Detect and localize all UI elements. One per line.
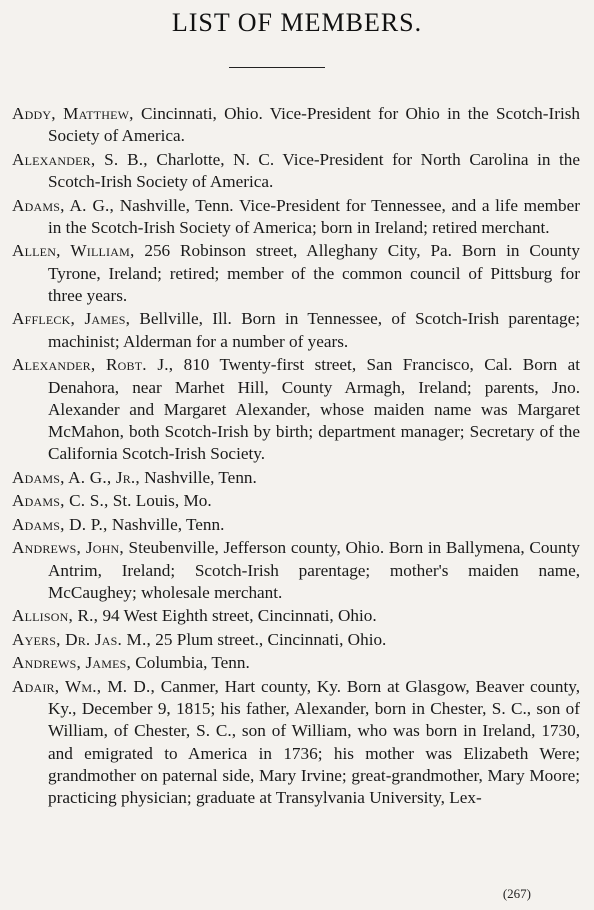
member-entry [12,149,580,194]
member-name: Adams, A. G., Jr., [12,467,140,487]
member-details: Nashville, Tenn. [107,514,225,534]
member-entry [12,514,580,536]
member-details: 810 Twenty-first street, San Francisco, Cal. Born at Denahora, near Marhet Hill, County Armagh, Ireland; parents, Jno. Alexander and Margaret Alexander, whose maiden name was Margaret McMahon, both Scotch-Irish by birth; department manager; Secretary of the California Scotch-Irish Society. [48,355,580,464]
member-entry [12,605,580,627]
member-name: Adams, D. P., [12,514,108,534]
member-details: Steubenville, Jefferson county, Ohio. Born in Ballymena, County Antrim, Ireland; Scotch-Irish parentage; mother's maiden name, McCaughey; wholesale merchant. [48,538,580,602]
member-entry [12,240,580,307]
member-name: Alexander, Robt. J., [12,355,174,375]
member-entry [12,103,580,148]
title-divider [229,67,325,68]
member-details: Nashville, Tenn. [139,467,257,487]
member-details: Nashville, Tenn. Vice-President for Tennessee, and a life member in the Scotch-Irish Society of America; born in Ireland; retired merchant. [48,195,580,237]
member-list [12,103,580,811]
member-name: Allen, William, [12,241,135,261]
member-entry [12,354,580,465]
member-name: Addy, Matthew, [12,104,134,123]
member-entry [12,195,580,240]
member-entry [12,652,580,674]
member-entry [12,467,580,489]
member-name: Adams, C. S., [12,491,109,511]
member-name: Adams, A. G., [12,195,115,215]
member-name: Andrews, John, [12,538,124,558]
page-title: LIST OF MEMBERS. [171,8,423,37]
member-name: Affleck, James, [12,309,131,329]
member-name: Adair, Wm., M. D., [12,676,155,696]
member-details: 256 Robinson street, Alleghany City, Pa. Born in County Tyrone, Ireland; retired; member of the common council of Pittsburg for three years. [48,241,580,305]
member-name: Ayers, Dr. Jas. M., [12,629,151,649]
member-entry [12,537,580,604]
member-entry [12,308,580,353]
page-number: (267) [502,886,531,901]
member-details: St. Louis, Mo. [108,491,212,511]
member-details: Cincinnati, Ohio. Vice-President for Ohio in the Scotch-Irish Society of America. [48,104,581,146]
member-details: 94 West Eighth street, Cincinnati, Ohio. [98,606,377,626]
member-name: Alexander, S. B., [12,149,148,169]
member-details: Columbia, Tenn. [131,653,250,673]
member-details: 25 Plum street., Cincinnati, Ohio. [151,629,387,649]
member-entry [12,676,580,810]
member-name: Allison, R., [12,606,99,626]
member-name: Andrews, James, [12,653,131,673]
member-details: Charlotte, N. C. Vice-President for North Carolina in the Scotch-Irish Society of America. [48,149,580,192]
member-entry [12,490,580,512]
member-details: Canmer, Hart county, Ky. Born at Glasgow, Beaver county, Ky., December 9, 1815; his father, Alexander, born in Chester, S. C., son of William, of Chester, S. C., son of William, who was born in Ireland, 1730, and emigrated to America in 1736; his mother was Elizabeth Were; grandmother on paternal side, Mary Irvine; great-grandmother, Mary Moore; practicing physician; graduate at Transylvania University, Lex- [48,676,580,808]
member-entry [12,629,580,651]
member-details: Bellville, Ill. Born in Tennessee, of Scotch-Irish parentage; machinist; Alderman for a number of years. [48,309,580,351]
